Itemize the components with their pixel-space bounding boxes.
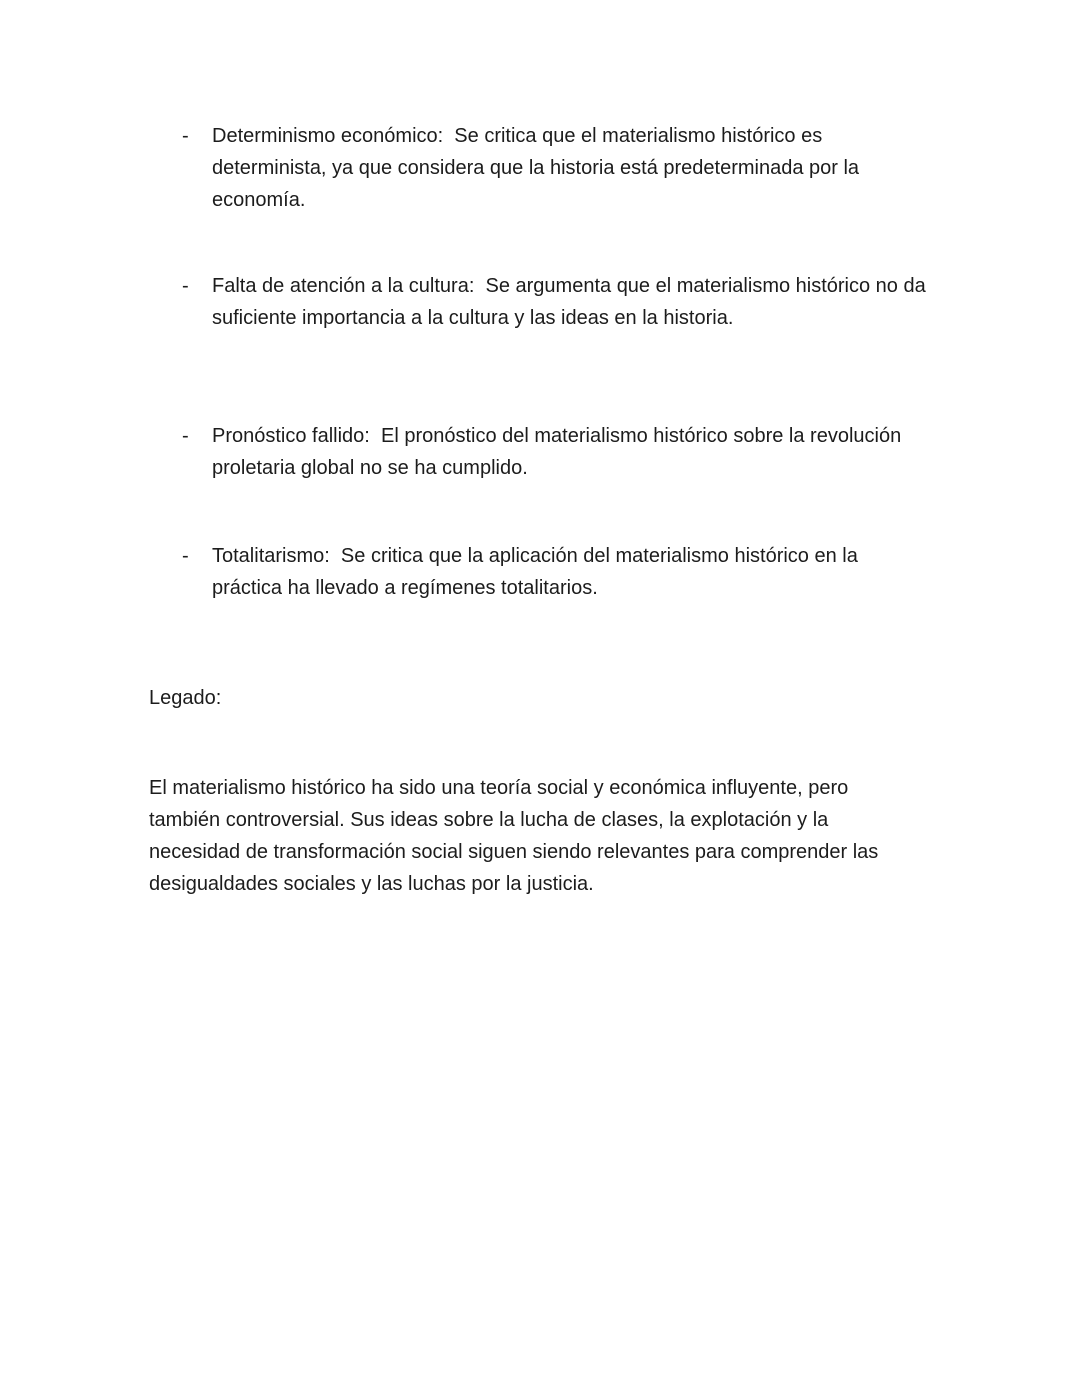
dash-bullet-marker: - [182,425,189,447]
list-item-text: Totalitarismo: Se critica que la aplicación del materialismo histórico en la práctica ha llevado a regímenes totalitarios. [212,545,864,599]
legado-heading: Legado: [149,687,222,709]
list-item [182,540,930,604]
list-item [182,270,930,334]
list-item [182,120,930,216]
dash-bullet-marker: - [182,275,189,297]
list-item-text: Determinismo económico: Se critica que el materialismo histórico es determinista, ya que considera que la historia está predeterminada por la economía. [212,125,865,211]
list-item-text: Pronóstico fallido: El pronóstico del materialismo histórico sobre la revolución proletaria global no se ha cumplido. [212,425,907,479]
critiques-list [149,120,930,604]
dash-bullet-marker: - [182,125,189,147]
list-item [182,420,930,484]
dash-bullet-marker: - [182,545,189,567]
legacy-paragraph: El materialismo histórico ha sido una teoría social y económica influyente, pero también controversial. Sus ideas sobre la lucha de clases, la explotación y la necesidad de transformación social siguen siendo relevantes para comprender las desigualdades sociales y las luchas por la justicia. [149,777,884,895]
list-item-text: Falta de atención a la cultura: Se argumenta que el materialismo histórico no da suficiente importancia a la cultura y las ideas en la historia. [212,275,932,329]
